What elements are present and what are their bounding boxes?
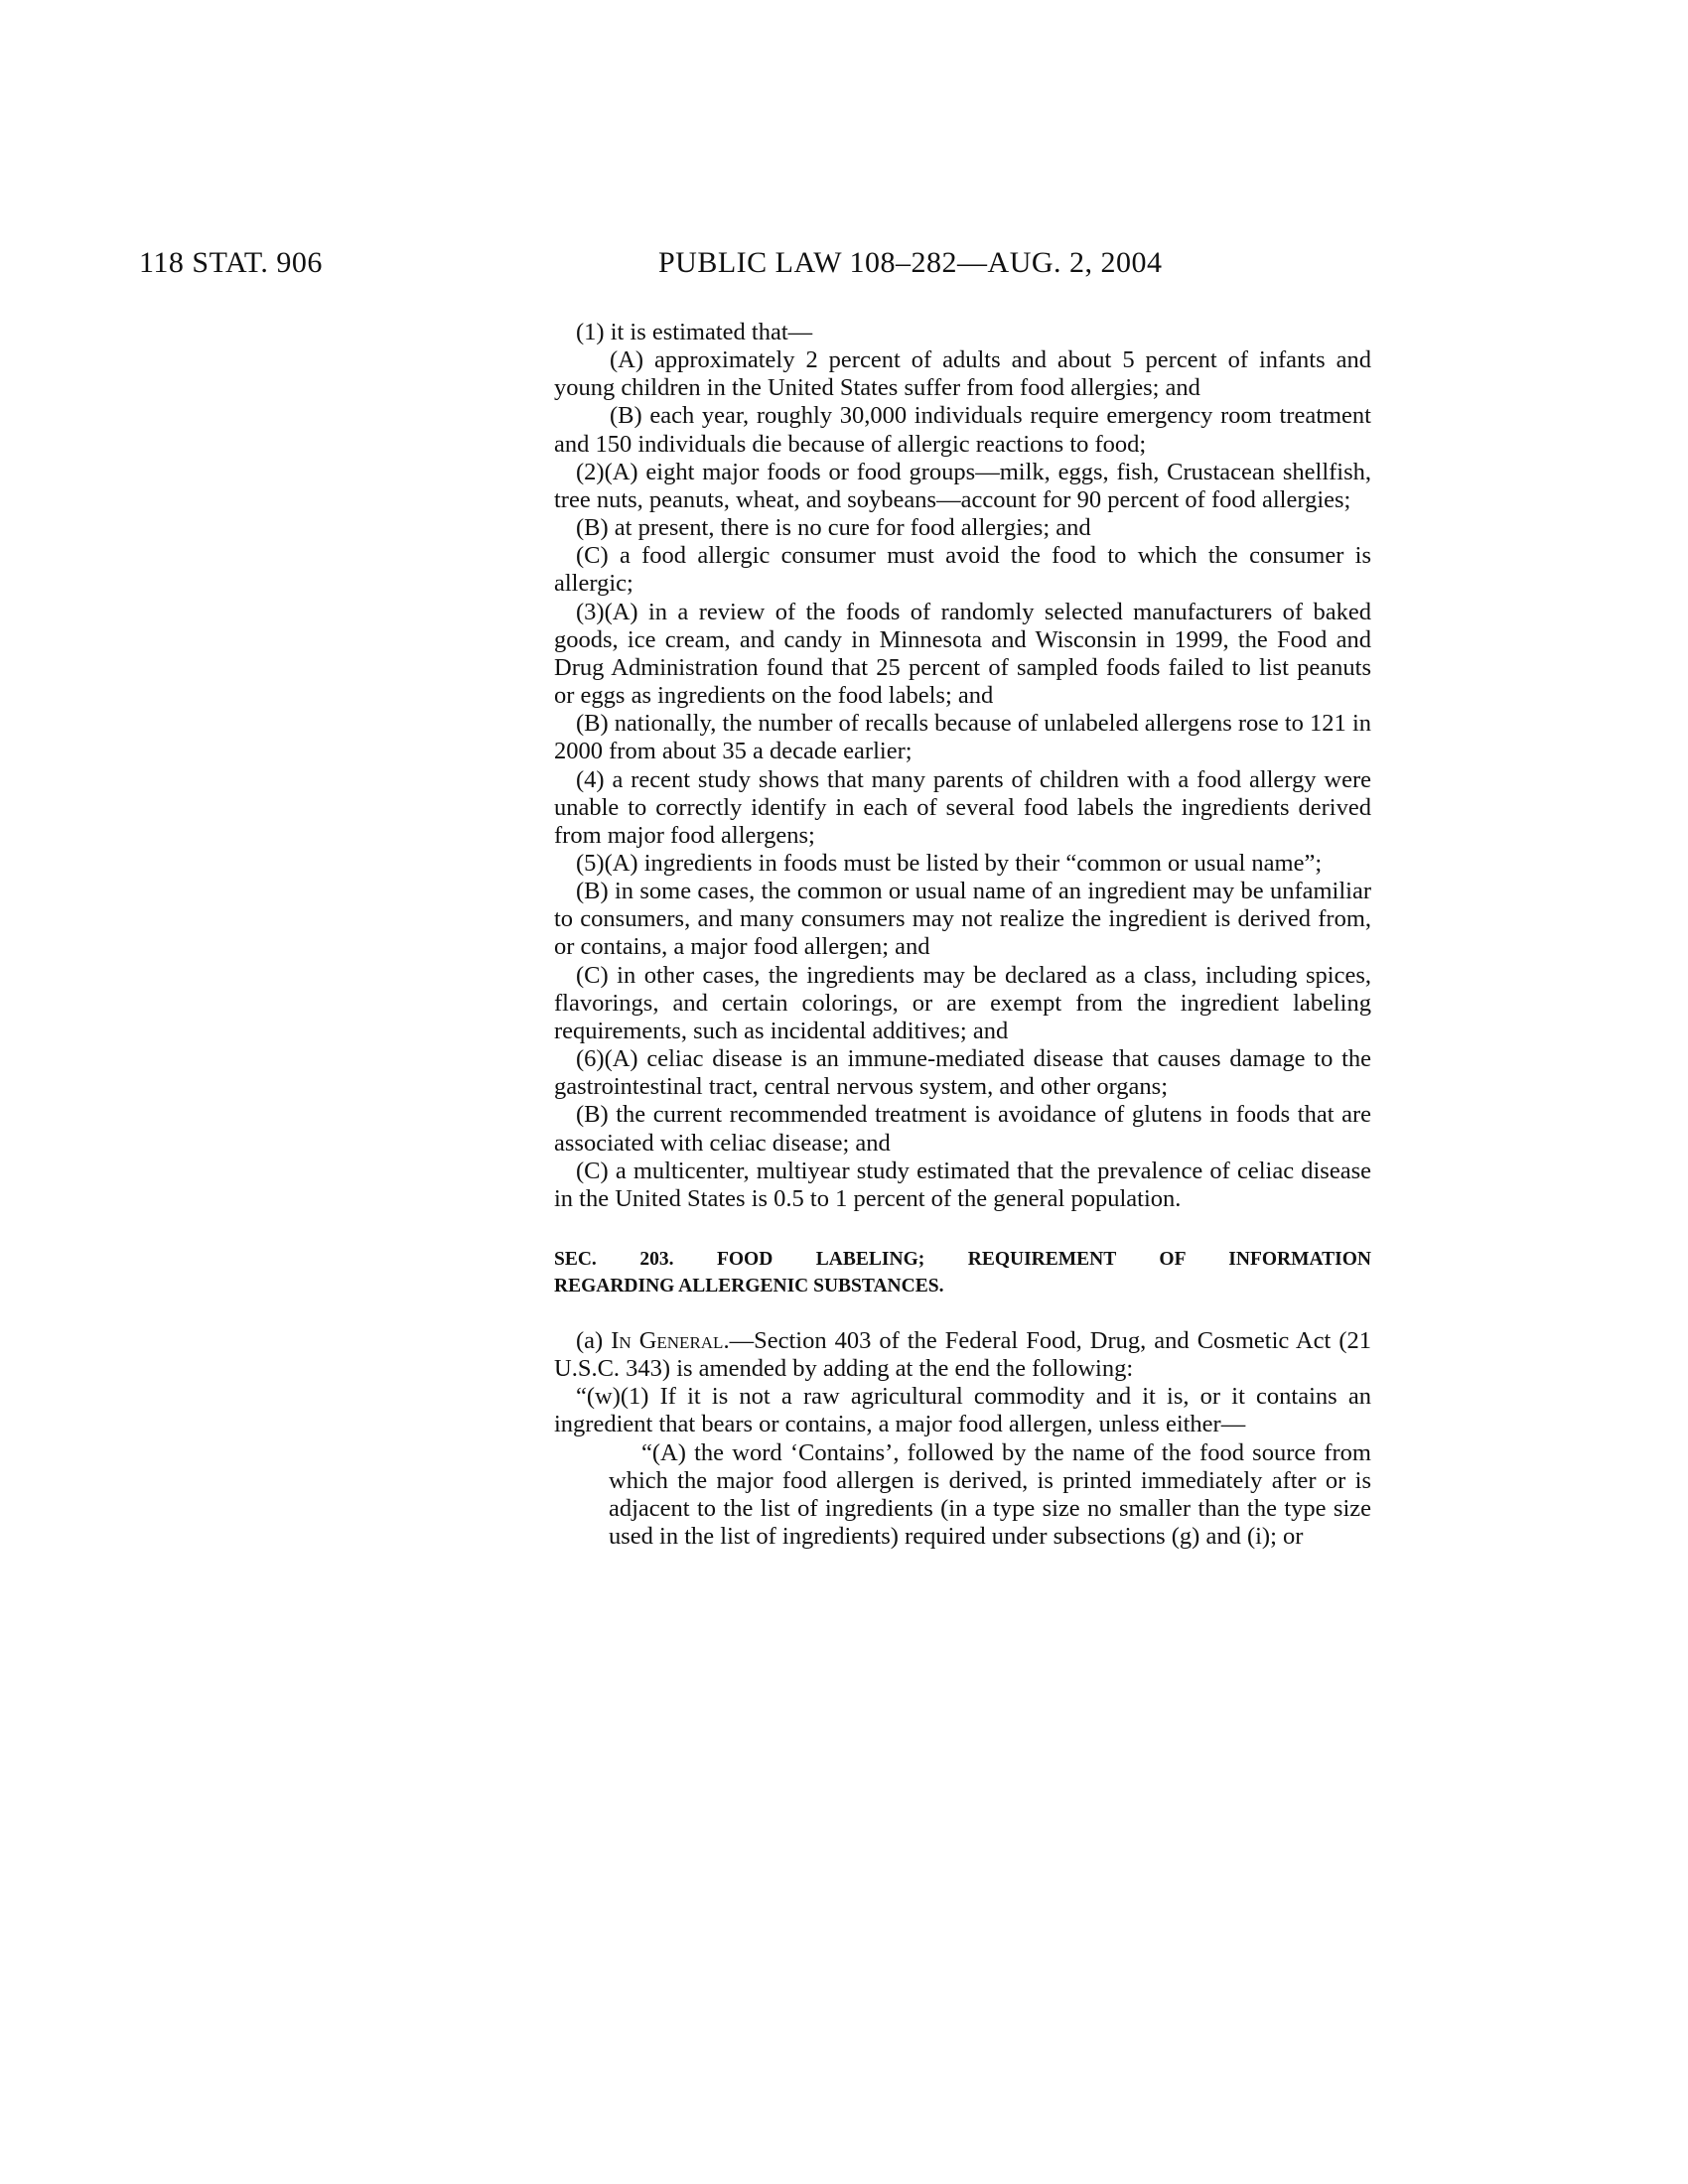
section-heading: [554, 1246, 1371, 1299]
subsection-a: [554, 1327, 1371, 1383]
document-body: [554, 319, 1371, 1551]
finding-1B: (B) each year, roughly 30,000 individuals require emergency room treatment and 150 individuals die because of allergic reactions to food;: [554, 402, 1371, 458]
finding-1: (1) it is estimated that—: [576, 319, 813, 345]
finding-3B: (B) nationally, the number of recalls because of unlabeled allergens rose to 121 in 2000 from about 35 a decade earlier;: [554, 710, 1371, 765]
public-law-title: PUBLIC LAW 108–282—AUG. 2, 2004: [658, 246, 1163, 279]
finding-1A: (A) approximately 2 percent of adults and about 5 percent of infants and young children in the United States suffer from food allergies; and: [554, 346, 1371, 402]
finding-5B: (B) in some cases, the common or usual name of an ingredient may be unfamiliar to consumers, and many consumers may not realize the ingredient is derived from, or contains, a major food allergen; and: [554, 878, 1371, 961]
finding-3A: (3)(A) in a review of the foods of randomly selected manufacturers of baked goods, ice cream, and candy in Minnesota and Wisconsin in 1999, the Food and Drug Administration found that 25 percent of sampled foods failed to list peanuts or eggs as ingredients on the food labels; and: [554, 598, 1371, 710]
running-header: [0, 246, 1688, 286]
section-heading-line-1: SEC. 203. FOOD LABELING; REQUIREMENT OF INFORMATION: [554, 1249, 1371, 1270]
statute-page-number: 118 STAT. 906: [139, 246, 323, 279]
finding-5C: (C) in other cases, the ingredients may be declared as a class, including spices, flavorings, and certain colorings, or are exempt from the ingredient labeling requirements, such as incidental additives; and: [554, 961, 1371, 1044]
subsection-a-label: (a): [576, 1327, 612, 1354]
amendment-w1: “(w)(1) If it is not a raw agricultural commodity and it is, or it contains an ingredient that bears or contains, a major food allergen, unless either—: [554, 1383, 1371, 1438]
subsection-a-text: .—Section 403 of the Federal Food, Drug, and Cosmetic Act (21 U.S.C. 343) is amended by adding at the end the following:: [554, 1327, 1371, 1383]
finding-6B: (B) the current recommended treatment is avoidance of glutens in foods that are associated with celiac disease; and: [554, 1101, 1371, 1157]
section-heading-line-2: REGARDING ALLERGENIC SUBSTANCES.: [554, 1276, 944, 1297]
finding-2B: (B) at present, there is no cure for food allergies; and: [576, 514, 1091, 542]
finding-4: (4) a recent study shows that many parents of children with a food allergy were unable to correctly identify in each of several food labels the ingredients derived from major food allergens;: [554, 765, 1371, 849]
amendment-w1A: “(A) the word ‘Contains’, followed by the name of the food source from which the major food allergen is derived, is printed immediately after or is adjacent to the list of ingredients (in a type size no smaller than the type size used in the list of ingredients) required under subsections (g) and (i); or: [609, 1438, 1371, 1551]
finding-6A: (6)(A) celiac disease is an immune-mediated disease that causes damage to the gastrointestinal tract, central nervous system, and other organs;: [554, 1045, 1371, 1101]
finding-2C: (C) a food allergic consumer must avoid the food to which the consumer is allergic;: [554, 542, 1371, 598]
finding-6C: (C) a multicenter, multiyear study estimated that the prevalence of celiac disease in the United States is 0.5 to 1 percent of the general population.: [554, 1157, 1371, 1212]
subsection-a-heading: In General: [611, 1327, 724, 1354]
finding-5A: (5)(A) ingredients in foods must be listed by their “common or usual name”;: [576, 849, 1323, 877]
finding-2A: (2)(A) eight major foods or food groups—milk, eggs, fish, Crustacean shellfish, tree nuts, peanuts, wheat, and soybeans—account for 90 percent of food allergies;: [554, 458, 1371, 513]
